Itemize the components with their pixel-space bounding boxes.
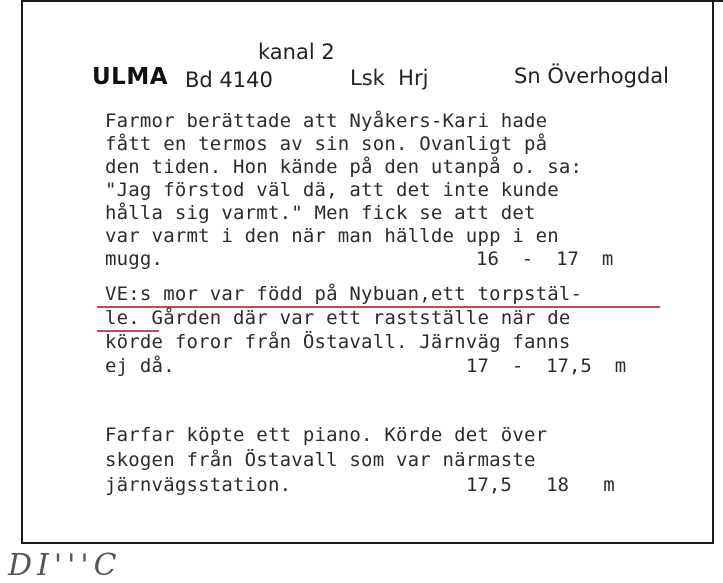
archive-code: ULMA: [92, 64, 169, 90]
entry-3-line-2: skogen från Östavall som var närmaste: [105, 449, 536, 471]
entry-2-line-4: ej då.: [105, 355, 175, 377]
entry-1-line-4: "Jag förstod väl dä, att det inte kunde: [105, 179, 559, 201]
entry-3-line-1: Farfar köpte ett piano. Körde det över: [105, 424, 548, 446]
entry-3-line-3: järnvägsstation.: [105, 474, 292, 496]
entry-1-line-6: var varmt i den när man hällde upp i en: [105, 225, 559, 247]
card-border-left: [21, 0, 23, 544]
entry-1-line-1: Farmor berättade att Nyåkers-Kari hade: [105, 110, 548, 132]
card-border-bottom: [22, 542, 714, 544]
card-border-top: [22, 0, 723, 2]
channel-label: kanal 2: [258, 40, 335, 64]
entry-1-timestamp: 16 - 17 m: [476, 248, 614, 270]
entry-2-line-1: VE:s mor var född på Nybuan,ett torpstäl-: [105, 283, 583, 305]
entry-2-line-3: körde foror från Östavall. Järnväg fanns: [105, 331, 571, 353]
handwritten-margin-note: DI'''C: [8, 548, 122, 583]
parish-name: Sn Överhogdal: [514, 64, 669, 88]
entry-3-timestamp: 17,5 18 m: [466, 474, 615, 496]
volume-number: Bd 4140: [185, 68, 273, 92]
district-code: Lsk Hrj: [350, 66, 429, 90]
entry-1-line-2: fått en termos av sin son. Ovanligt på: [105, 133, 548, 155]
entry-2-line-2: le. Gården där var ett rastställe när de: [105, 307, 571, 329]
entry-1-line-5: hålla sig varmt." Men fick se att det: [105, 202, 536, 224]
entry-1-line-7: mugg.: [105, 248, 164, 270]
entry-2-timestamp: 17 - 17,5 m: [466, 355, 627, 377]
entry-1-line-3: den tiden. Hon kände på den utanpå o. sa:: [105, 156, 583, 178]
card-border-right: [712, 0, 714, 544]
